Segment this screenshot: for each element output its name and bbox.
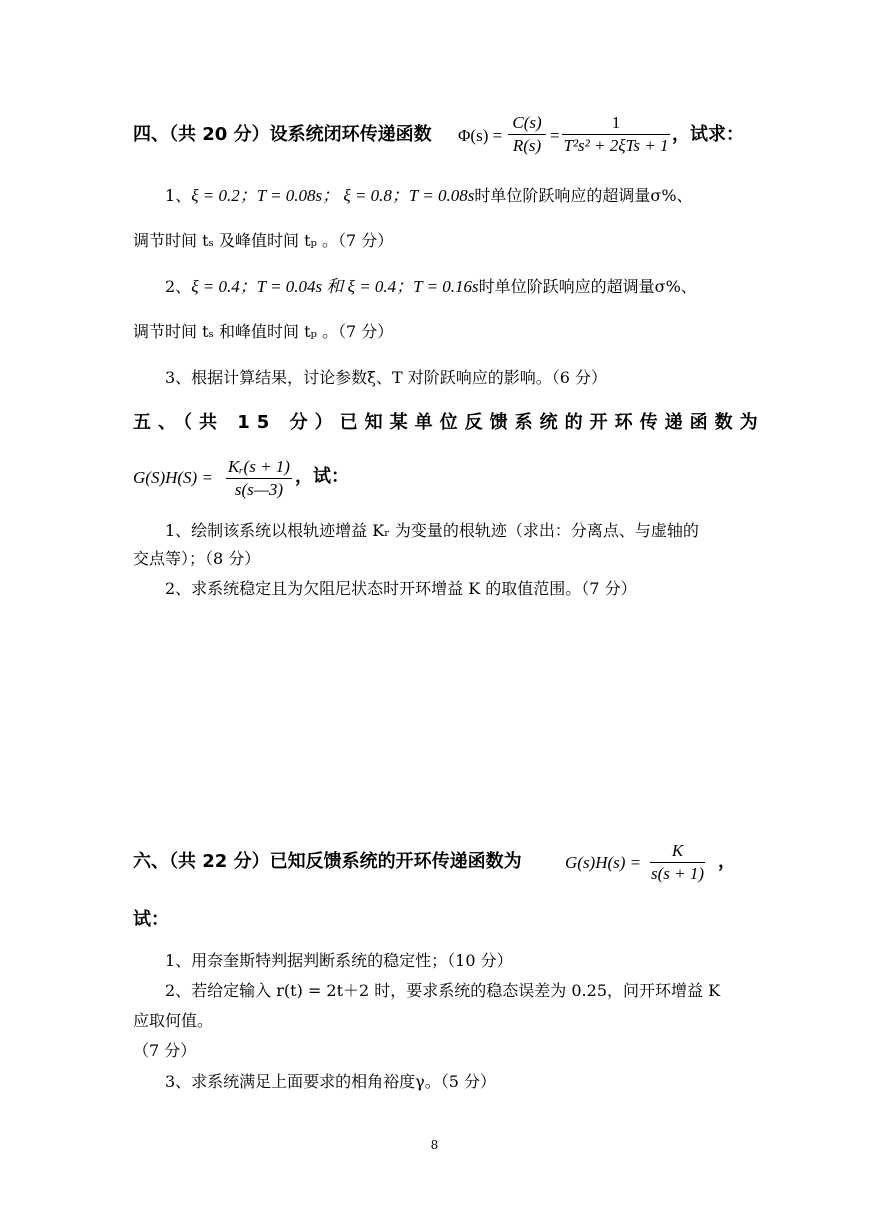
q6-item2-line1: 2、若给定输入 r(t) = 2t＋2 时，要求系统的稳态误差为 0.25，问开环增益 K [165,981,721,1000]
q4-frac2-den: T²s² + 2ξTs + 1 [563,136,669,155]
q4-item2-text: 时单位阶跃响应的超调量σ%、 [478,277,697,296]
q4-item1-math: ξ = 0.2；T = 0.08s； ξ = 0.8；T = 0.08s [191,186,475,205]
q4-frac2-num: 1 [611,113,621,132]
q6-line2: 试： [133,909,169,930]
page-number: 8 [430,1138,439,1152]
q4-item2 [165,276,697,298]
q4-item1 [165,185,693,207]
q4-eq-lhs: Φ(s) = [458,126,503,145]
q6-item3: 3、求系统满足上面要求的相角裕度γ。（5 分） [165,1072,497,1091]
q5-item1-line1: 1、绘制该系统以根轨迹增益 Kᵣ 为变量的根轨迹（求出：分离点、与虚轴的 [165,521,699,540]
q4-item2-num: 2、 [165,277,192,296]
q4-frac1 [508,112,546,157]
q4-item1-text: 时单位阶跃响应的超调量σ%、 [474,186,693,205]
q5-tail: ，试： [295,466,349,487]
q6-frac-den: s(s + 1) [650,864,705,883]
q5-eq-lhs: G(S)H(S) = [133,468,213,487]
q5-heading: 五、（共 15 分）已知某单位反馈系统的开环传递函数为 [133,412,765,433]
q6-tail: ， [718,851,736,872]
q5-frac-den: s(s—3) [234,480,284,499]
q4-eq-equals: = [550,126,560,145]
q4-item1-line2: 调节时间 tₛ 及峰值时间 tₚ 。（7 分） [133,231,394,250]
q4-frac2 [562,112,670,157]
q6-frac-num: K [671,841,684,860]
q6-frac [650,840,705,885]
q4-frac1-den: R(s) [512,136,542,155]
q6-item2-line2: 应取何值。 [133,1011,214,1030]
q4-item1-num: 1、 [165,186,192,205]
q4-tail: ，试求： [672,124,744,145]
q5-item2: 2、求系统稳定且为欠阻尼状态时开环增益 K 的取值范围。（7 分） [165,579,637,598]
q6-item2-line3: （7 分） [133,1041,197,1060]
q5-frac-num: Kᵣ(s + 1) [228,457,290,476]
q4-item2-math: ξ = 0.4；T = 0.04s 和 ξ = 0.4；T = 0.16s [191,277,479,296]
q4-frac1-num: C(s) [512,113,542,132]
q5-item1-line2: 交点等）；（8 分） [133,549,261,568]
q4-item3: 3、根据计算结果，讨论参数ξ、T 对阶跃响应的影响。（6 分） [165,368,608,387]
q5-frac [226,456,292,501]
q6-eq-lhs: G(s)H(s) = [565,853,642,872]
q6-heading: 六、（共 22 分）已知反馈系统的开环传递函数为 [133,851,522,872]
q6-item1: 1、用奈奎斯特判据判断系统的稳定性；（10 分） [165,951,513,970]
q4-heading: 四、（共 20 分）设系统闭环传递函数 [133,124,432,145]
q4-item2-line2: 调节时间 tₛ 和峰值时间 tₚ 。（7 分） [133,322,394,341]
